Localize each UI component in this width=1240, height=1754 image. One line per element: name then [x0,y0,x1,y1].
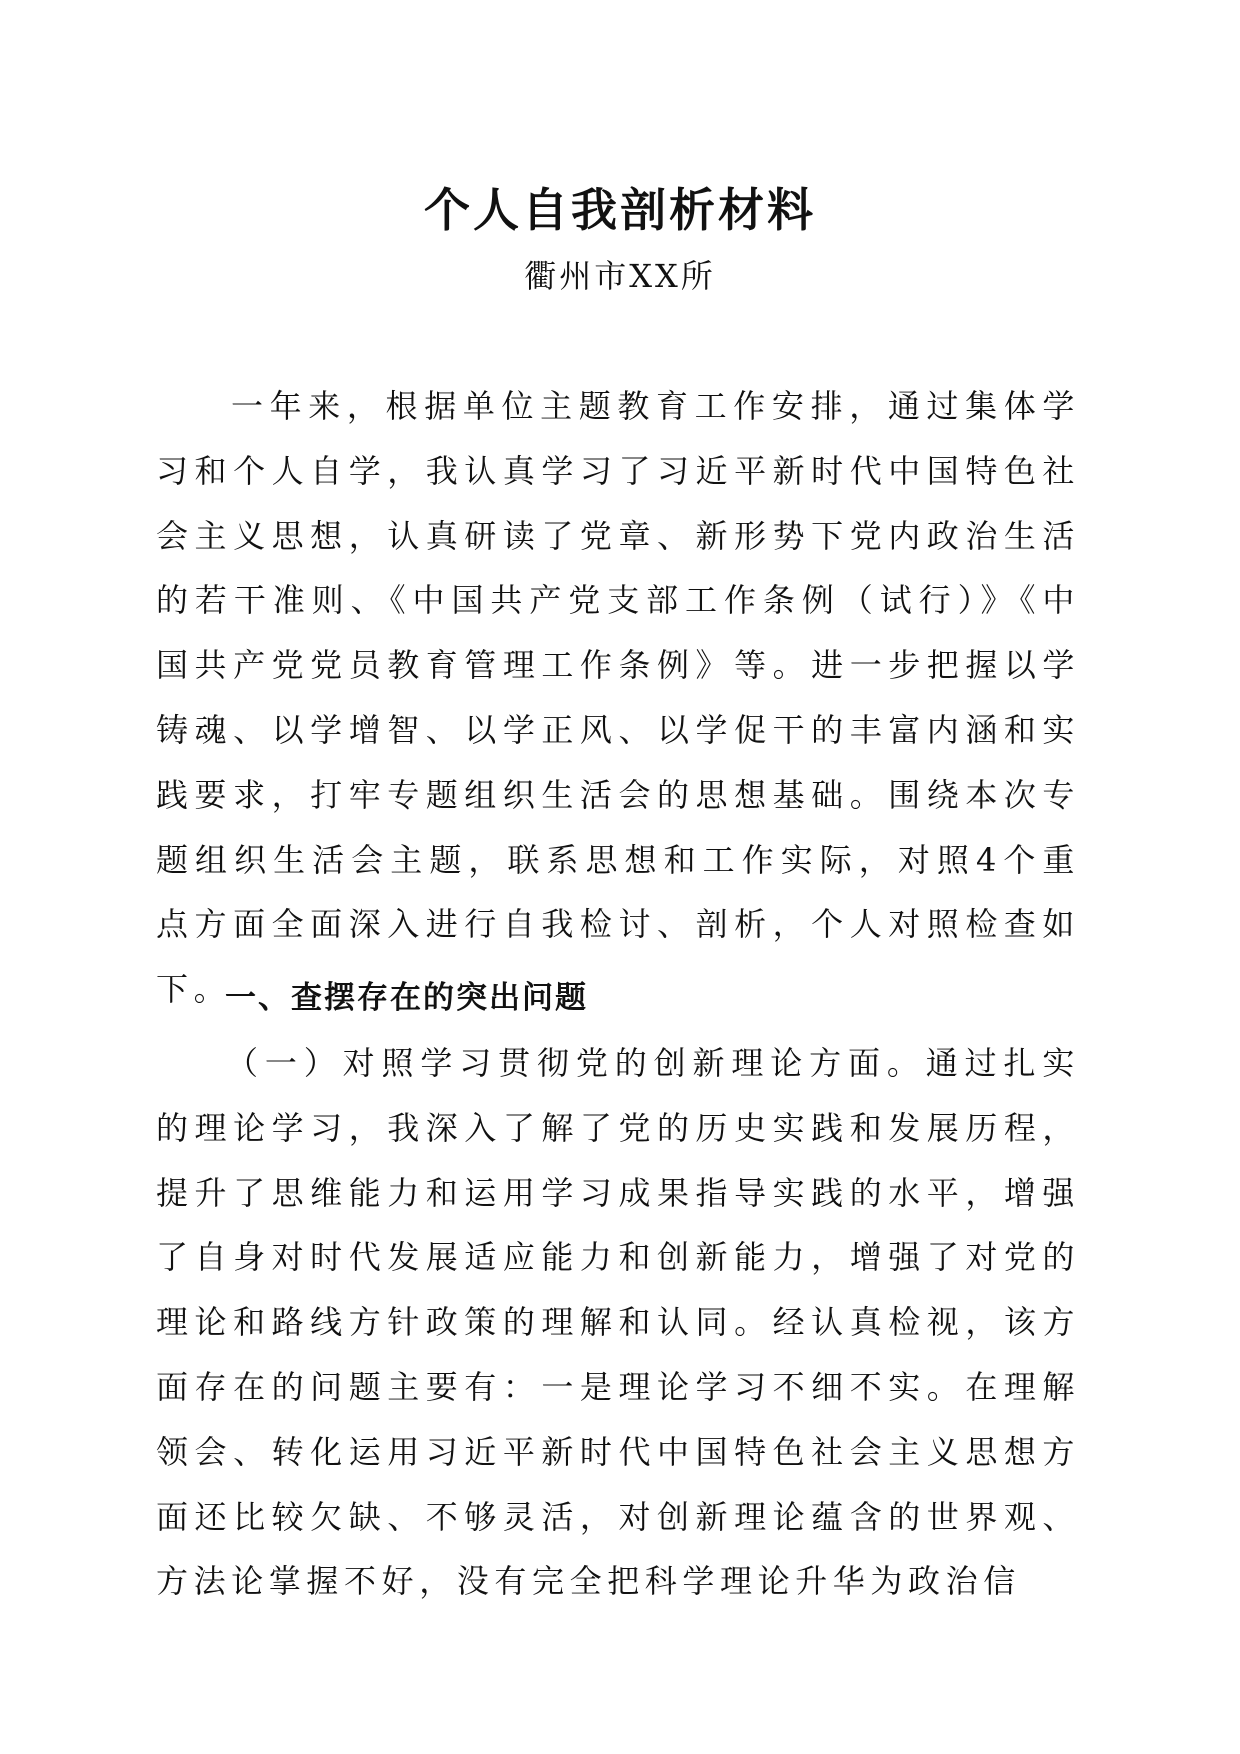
intro-paragraph: 一年来，根据单位主题教育工作安排，通过集体学习和个人自学，我认真学习了习近平新时代中国特色社会主义思想，认真研读了党章、新形势下党内政治生活的若干准则、《中国共产党支部工作条例（试行）》《中国共产党党员教育管理工作条例》等。进一步把握以学铸魂、以学增智、以学正风、以学促干的丰富内涵和实践要求，打牢专题组织生活会的思想基础。围绕本次专题组织生活会主题，联系思想和工作实际，对照4个重点方面全面深入进行自我检讨、剖析，个人对照检查如下。 [156,387,1080,1009]
section-heading: 一、查摆存在的突出问题 [225,980,588,1016]
subsection-heading: （一）对照学习贯彻党的创新理论方面。 [226,1044,926,1082]
subsection-body: 通过扎实的理论学习，我深入了解了党的历史实践和发展历程，提升了思维能力和运用学习成果指导实践的水平，增强了自身对时代发展适应能力和创新能力，增强了对党的理论和路线方针政策的理解和认同。经认真检视，该方面存在的问题主要有：一是理论学习不细不实。在理解领会、转化运用习近平新时代中国特色社会主义思想方面还比较欠缺、不够灵活，对创新理论蕴含的世界观、方法论掌握不好，没有完全把科学理论升华为政治信 [156,1044,1080,1601]
document-title: 个人自我剖析材料 [424,183,816,237]
subsection-paragraph [156,1031,1080,1614]
document-subtitle: 衢州市XX所 [524,257,716,295]
